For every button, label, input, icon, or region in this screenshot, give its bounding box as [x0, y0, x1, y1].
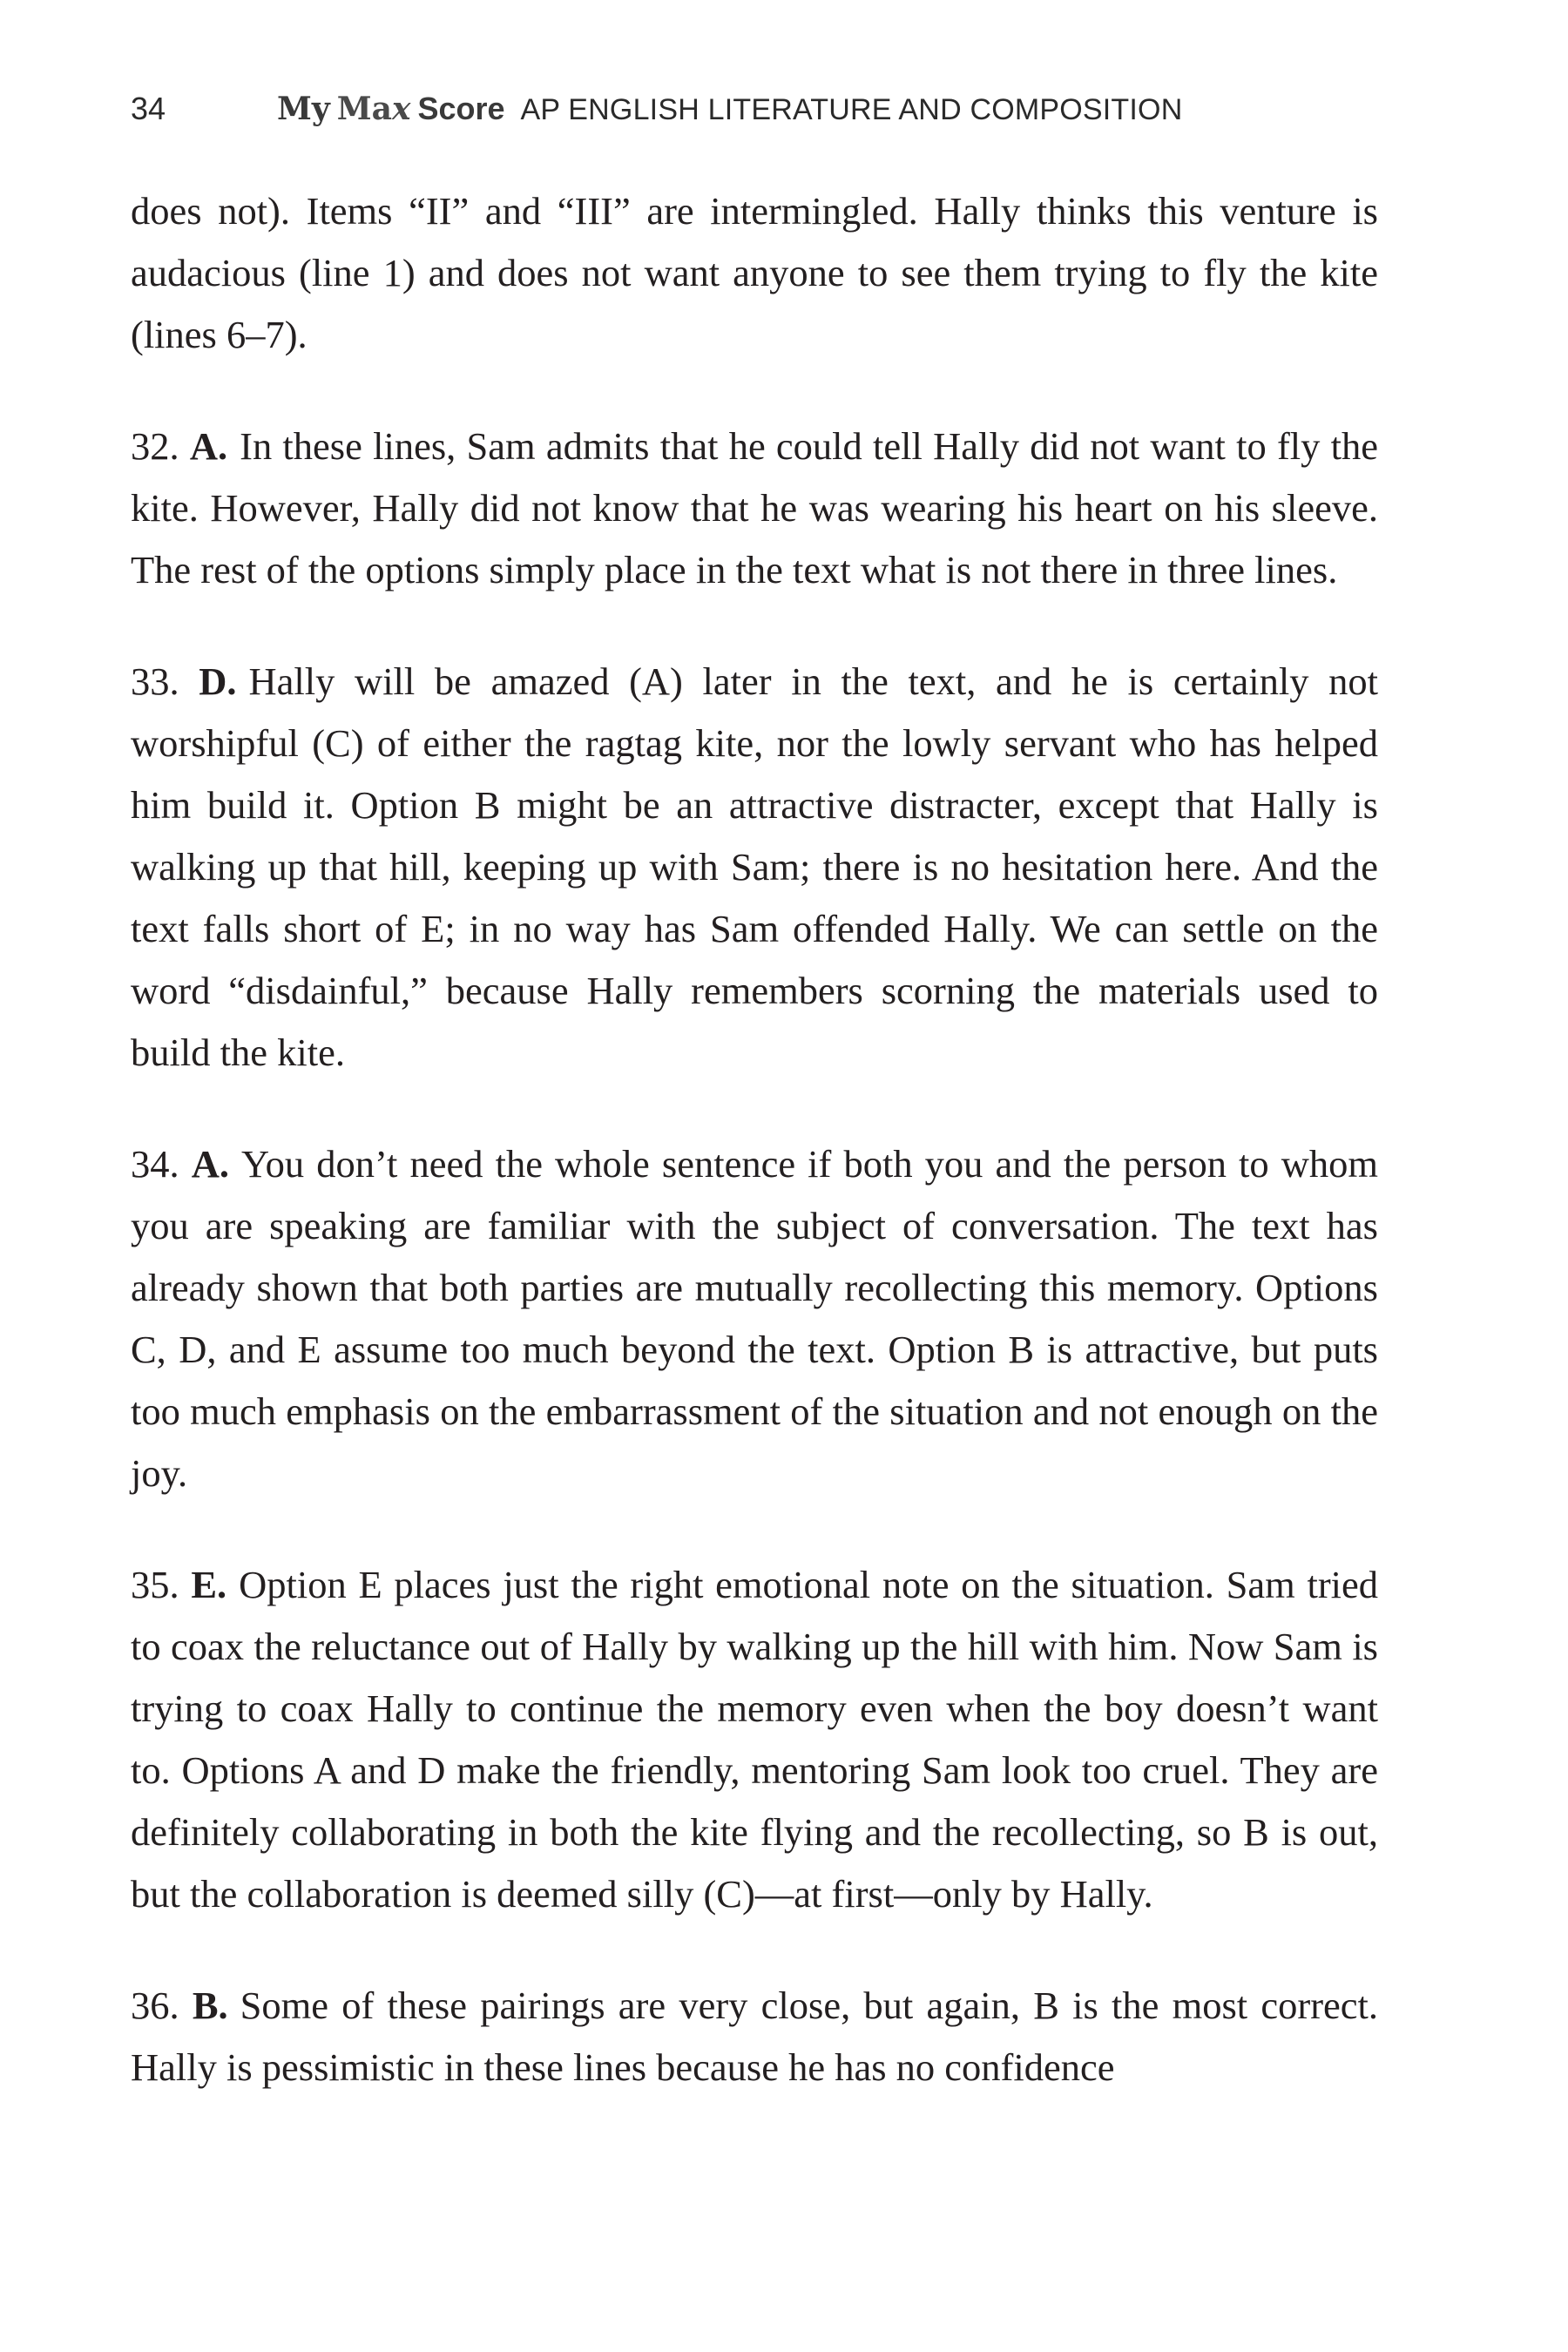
- paragraph-text: Some of these pairings are very close, but again, B is the most correct. Hally is pessimistic in these lines because he has no confidence: [131, 1984, 1379, 2089]
- answer-letter: B.: [192, 1984, 228, 2027]
- answer-letter: A.: [189, 424, 228, 468]
- paragraph-text: You don’t need the whole sentence if both you and the person to whom you are speaking are familiar with the subject of conversation. The text has already shown that both parties are mutually recollecting this memory. Options C, D, and E assume too much beyond the text. Option B is attractive, but puts too much emphasis on the embarrassment of the situation and not enough on the joy.: [131, 1142, 1379, 1495]
- book-title: AP ENGLISH LITERATURE AND COMPOSITION: [520, 93, 1183, 126]
- paragraph-text: Option E places just the right emotional note on the situation. Sam tried to coax the reluctance out of Hally by walking up the hill with him. Now Sam is trying to coax Hally to continue the memory even when the boy doesn’t want to. Options A and D make the friendly, mentoring Sam look too cruel. They are definitely collaborating in both the kite flying and the recollecting, so B is out, but the collaboration is deemed silly (C)—at first—only by Hally.: [131, 1563, 1379, 1916]
- question-number: 32.: [131, 424, 190, 468]
- question-number: 35.: [131, 1563, 192, 1606]
- question-number: 34.: [131, 1142, 192, 1186]
- answer-explanation-33: [131, 651, 1378, 1084]
- brand-max-ma: Ma: [336, 91, 392, 127]
- paragraph-text: does not). Items “II” and “III” are intermingled. Hally thinks this venture is audacious (line 1) and does not want anyone to see them trying to fly the kite (lines 6–7).: [131, 189, 1378, 356]
- paragraph-text: Hally will be amazed (A) later in the text, and he is certainly not worshipful (C) of either the ragtag kite, nor the lowly servant who has helped him build it. Option B might be an attractive distracter, except that Hally is walking up that hill, keeping up with Sam; there is no hesitation here. And the text falls short of E; in no way has Sam offended Hally. We can settle on the word “disdainful,” because Hally remembers scorning the materials used to build the kite.: [131, 659, 1379, 1074]
- brand-score: Score: [417, 91, 505, 126]
- brand-max: [337, 91, 411, 127]
- brand-max-x: x: [391, 91, 411, 127]
- page-number: 34: [131, 91, 166, 126]
- paragraph-text: In these lines, Sam admits that he could tell Hally did not want to fly the kite. However, Hally did not know that he was wearing his heart on his sleeve. The rest of the options simply place in the text what is not there in three lines.: [131, 424, 1378, 591]
- question-number: 33.: [131, 659, 199, 703]
- answer-explanation-36: [131, 1975, 1378, 2099]
- answer-letter: A.: [191, 1142, 229, 1186]
- paragraph-continuation: [131, 180, 1378, 366]
- answer-letter: D.: [199, 659, 237, 703]
- answer-explanation-32: [131, 416, 1378, 601]
- answer-explanations: [131, 180, 1378, 2148]
- running-head: [131, 91, 1455, 139]
- answer-explanation-34: [131, 1133, 1378, 1504]
- brand-my: My: [277, 91, 330, 127]
- question-number: 36.: [131, 1984, 193, 2027]
- answer-letter: E.: [191, 1563, 227, 1606]
- answer-explanation-35: [131, 1554, 1378, 1925]
- brand-logo: [277, 91, 505, 127]
